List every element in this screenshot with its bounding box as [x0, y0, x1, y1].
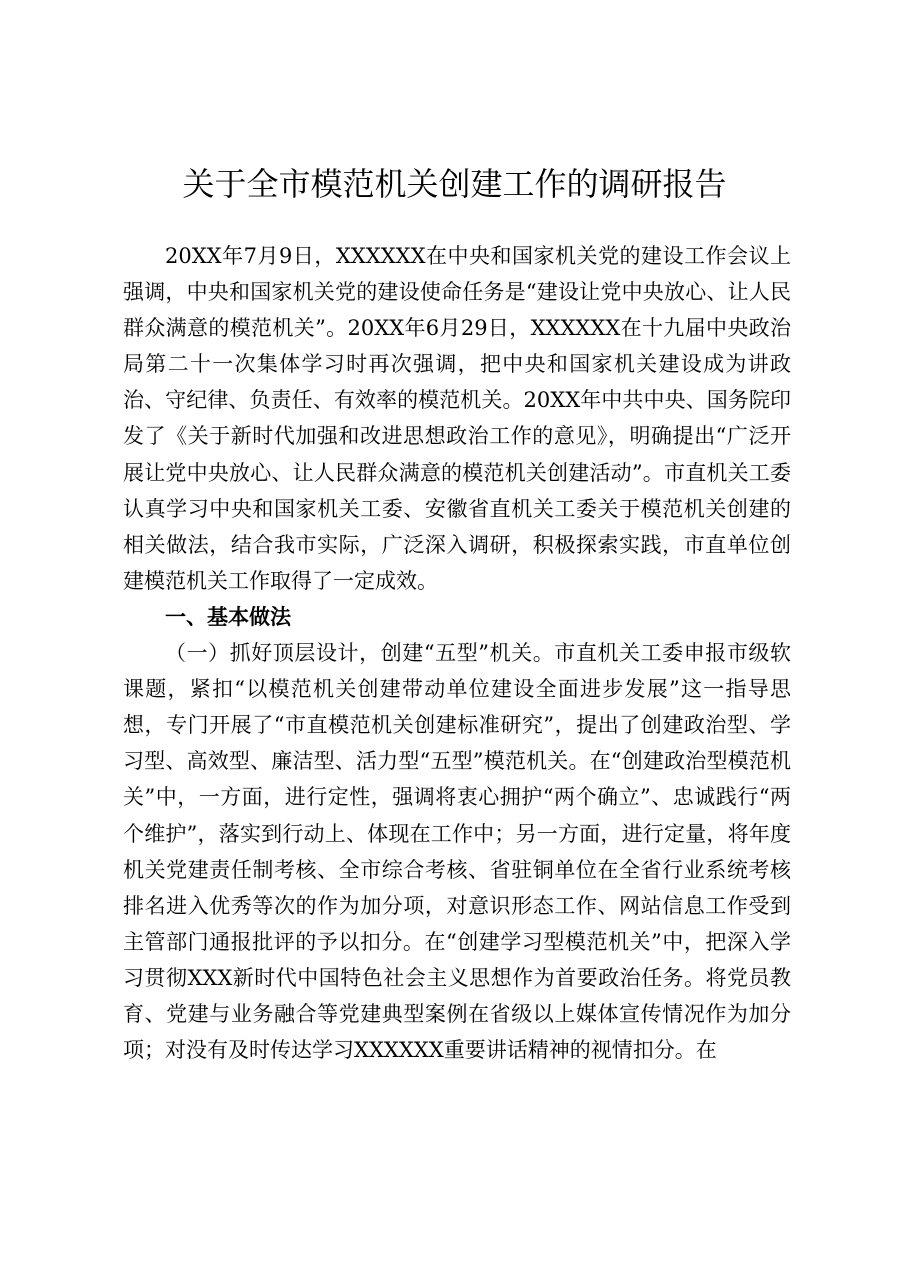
subsection-heading-top-level-design: （一）抓好顶层设计，创建“五型”机关。 — [165, 641, 555, 666]
subsection-body-top-level-design: 市直机关工委申报市级软课题，紧扣“以模范机关创建带动单位建设全面进步发展”这一指导思想，专门开展了“市直模范机关创建标准研究”，提出了创建政治型、学习型、高效型、廉洁型、活力型“五型”模范机关。在“创建政治型模范机关”中，一方面，进行定性，强调将衷心拥护“两个确立”、忠诚践行“两个维护”，落实到行动上、体现在工作中；另一方面，进行定量，将年度机关党建责任制考核、全市综合考核、省驻铜单位在全省行业系统考核排名进入优秀等次的作为加分项，对意识形态工作、网站信息工作受到主管部门通报批评的予以扣分。在“创建学习型模范机关”中，把深入学习贯彻XXX新时代中国特色社会主义思想作为首要政治任务。将党员教育、党建与业务融合等党建典型案例在省级以上媒体宣传情况作为加分项；对没有及时传达学习XXXXXX重要讲话精神的视情扣分。在 — [123, 641, 791, 1063]
document-title: 关于全市模范机关创建工作的调研报告 — [182, 165, 727, 203]
intro-paragraph: 20XX年7月9日，XXXXXX在中央和国家机关党的建设工作会议上强调，中央和国家机关党的建设使命任务是“建设让党中央放心、让人民群众满意的模范机关”。20XX年6月29日，XXXXXX在十九届中央政治局第二十一次集体学习时再次强调，把中央和国家机关建设成为讲政治、守纪律、负责任、有效率的模范机关。20XX年中共中央、国务院印发了《关于新时代加强和改进思想政治工作的意见》，明确提出“广泛开展让党中央放心、让人民群众满意的模范机关创建活动”。市直机关工委认真学习中央和国家机关工委、安徽省直机关工委关于模范机关创建的相关做法，结合我市实际，广泛深入调研，积极探索实践，市直单位创建模范机关工作取得了一定成效。 — [123, 244, 791, 593]
document-body — [123, 238, 791, 1068]
section-heading-basic-practices: 一、基本做法 — [165, 604, 291, 629]
subsection-paragraph-top-level-design — [123, 635, 791, 1068]
